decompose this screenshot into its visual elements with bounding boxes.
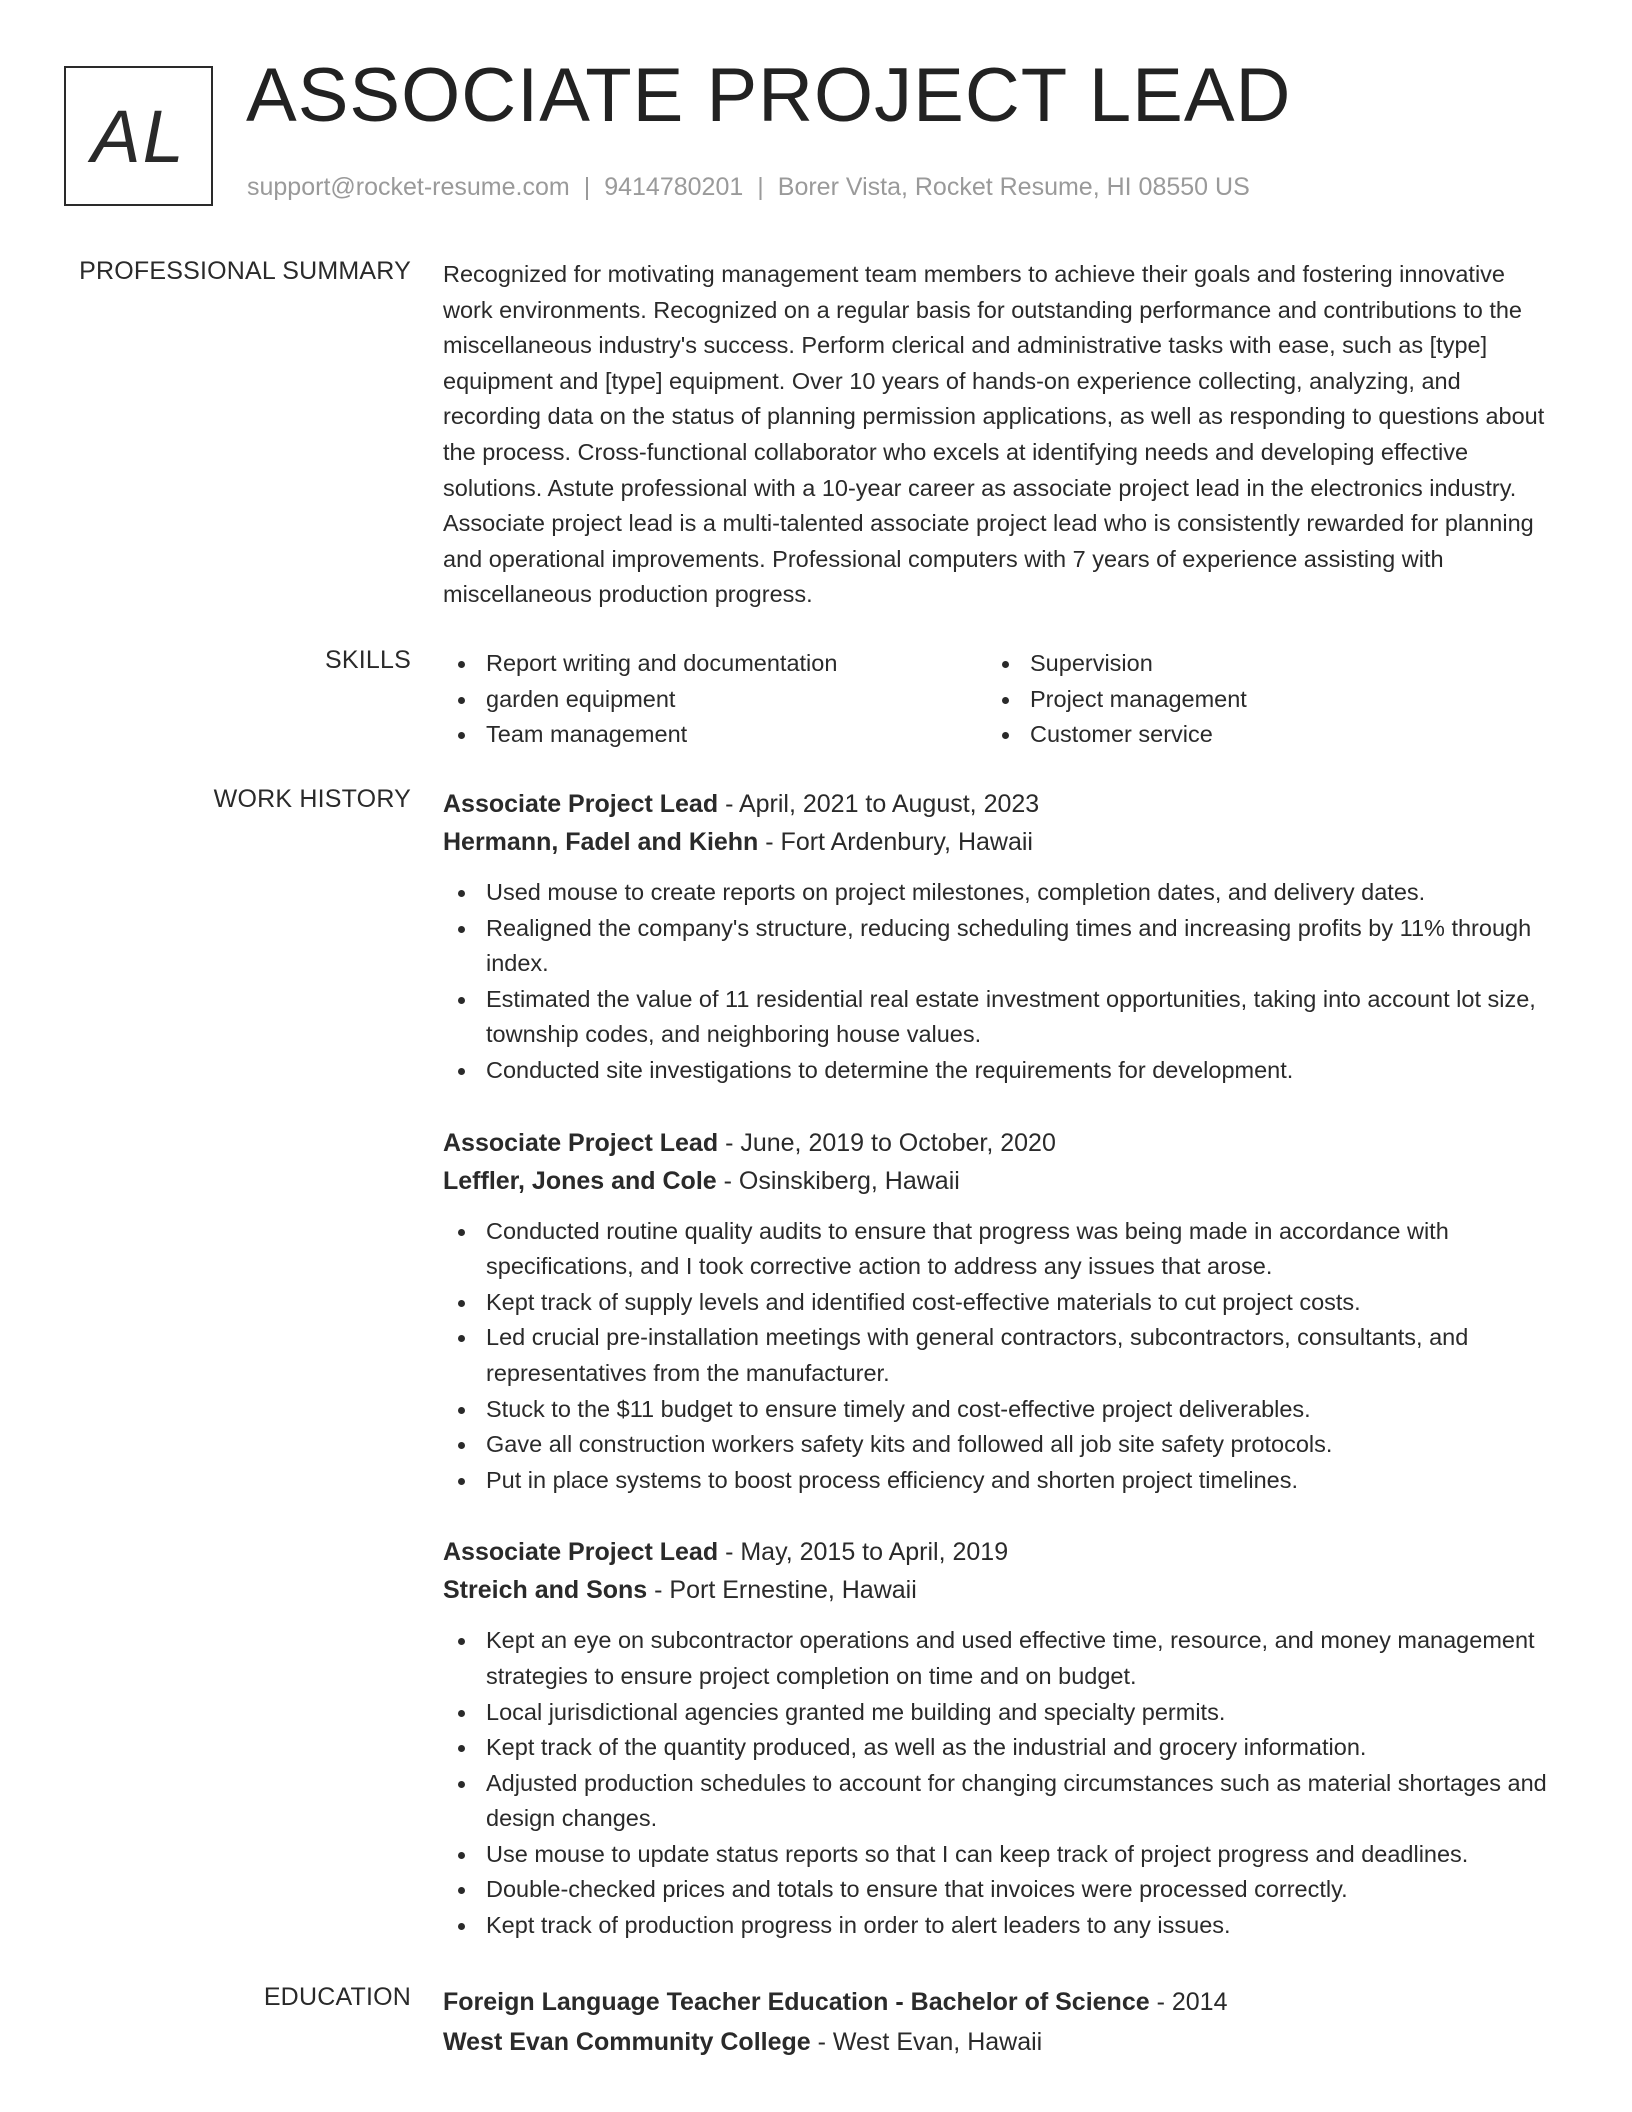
job-bullet: Kept track of the quantity produced, as well as the industrial and grocery information. (443, 1730, 1548, 1766)
job-dates: - June, 2019 to October, 2020 (718, 1128, 1056, 1157)
page-title: ASSOCIATE PROJECT LEAD (246, 53, 1292, 138)
education-location: - West Evan, Hawaii (810, 2028, 1043, 2056)
job-bullet: Led crucial pre-installation meetings with general contractors, subcontractors, consultants, and representatives from the manufacturer. (443, 1320, 1548, 1391)
job-dates: - April, 2021 to August, 2023 (718, 790, 1040, 818)
education-degree-line (443, 1983, 1548, 2021)
contact-phone: 9414780201 (604, 173, 744, 201)
job-dates: - May, 2015 to April, 2019 (718, 1538, 1009, 1567)
education-degree: Foreign Language Teacher Education - Bachelor of Science (443, 1988, 1150, 2016)
section-label-work-history: WORK HISTORY (213, 785, 411, 813)
education-school: West Evan Community College (443, 2028, 811, 2056)
work-history-content (443, 785, 1548, 1979)
section-label-summary: PROFESSIONAL SUMMARY (79, 257, 411, 285)
job-bullet: Use mouse to update status reports so that I can keep track of project progress and deadlines. (443, 1837, 1548, 1873)
skill-item: Report writing and documentation (443, 646, 987, 682)
contact-address: Borer Vista, Rocket Resume, HI 08550 US (777, 173, 1250, 201)
skill-item: Customer service (987, 717, 1247, 753)
skills-column-1 (443, 646, 987, 753)
job-company: Leffler, Jones and Cole (443, 1166, 717, 1195)
job-bullet: Double-checked prices and totals to ensure that invoices were processed correctly. (443, 1872, 1548, 1908)
job-location: - Port Ernestine, Hawaii (647, 1576, 917, 1605)
job-bullet: Stuck to the $11 budget to ensure timely and cost-effective project deliverables. (443, 1392, 1548, 1428)
job-bullets (443, 875, 1548, 1089)
job-location: - Osinskiberg, Hawaii (716, 1166, 960, 1195)
skill-item: Supervision (987, 646, 1247, 682)
job-company: Streich and Sons (443, 1576, 648, 1605)
job-entry (443, 785, 1548, 1089)
job-title: Associate Project Lead (443, 1538, 719, 1567)
initials: AL (91, 94, 186, 178)
section-label-skills: SKILLS (325, 646, 411, 674)
job-bullet: Adjusted production schedules to account for changing circumstances such as material shortages and design changes. (443, 1766, 1548, 1837)
job-title-line (443, 1533, 1548, 1571)
job-bullet: Conducted site investigations to determine the requirements for development. (443, 1053, 1548, 1089)
job-bullet: Local jurisdictional agencies granted me building and specialty permits. (443, 1695, 1548, 1731)
job-title: Associate Project Lead (443, 790, 719, 818)
summary-content (443, 257, 1548, 613)
summary-text: Recognized for motivating management team members to achieve their goals and fostering innovative work environments. Recognized on a regular basis for outstanding performance and contributions to the miscellaneous industry's success. Perform clerical and administrative tasks with ease, such as [type] equipment and [type] equipment. Over 10 years of hands-on experience collecting, analyzing, and recording data on the status of planning permission applications, as well as responding to questions about the process. Cross-functional collaborator who excels at identifying needs and developing effective solutions. Astute professional with a 10-year career as associate project lead in the electronics industry. Associate project lead is a multi-talented associate project lead who is consistently rewarded for planning and operational improvements. Professional computers with 7 years of experience assisting with miscellaneous production progress. (443, 261, 1545, 608)
education-school-line (443, 2023, 1548, 2061)
skill-item: garden equipment (443, 682, 987, 718)
job-bullet: Kept track of production progress in order to alert leaders to any issues. (443, 1908, 1548, 1944)
skill-item: Project management (987, 682, 1247, 718)
job-bullet: Gave all construction workers safety kits and followed all job site safety protocols. (443, 1427, 1548, 1463)
job-title: Associate Project Lead (443, 1128, 719, 1157)
job-company: Hermann, Fadel and Kiehn (443, 828, 759, 856)
job-bullet: Realigned the company's structure, reducing scheduling times and increasing profits by 11% through index. (443, 911, 1548, 982)
job-bullet: Used mouse to create reports on project milestones, completion dates, and delivery dates. (443, 875, 1548, 911)
job-title-line (443, 785, 1548, 823)
job-bullet: Kept an eye on subcontractor operations and used effective time, resource, and money management strategies to ensure project completion on time and on budget. (443, 1623, 1548, 1694)
education-content (443, 1983, 1548, 2061)
job-bullet: Put in place systems to boost process efficiency and shorten project timelines. (443, 1463, 1548, 1499)
job-title-line (443, 1124, 1548, 1162)
job-company-line (443, 1162, 1548, 1200)
monogram-badge (64, 66, 213, 206)
job-bullets (443, 1623, 1548, 1943)
job-location: - Fort Ardenbury, Hawaii (758, 828, 1033, 856)
contact-line (247, 173, 1250, 202)
job-bullet: Conducted routine quality audits to ensure that progress was being made in accordance with specifications, and I took corrective action to address any issues that arose. (443, 1214, 1548, 1285)
education-year: - 2014 (1149, 1988, 1228, 2016)
skills-column-2 (987, 646, 1247, 753)
skills-list (443, 646, 1548, 753)
job-bullets (443, 1214, 1548, 1499)
job-bullet: Estimated the value of 11 residential real estate investment opportunities, taking into account lot size, township codes, and neighboring house values. (443, 982, 1548, 1053)
job-entry (443, 1533, 1548, 1943)
contact-separator: | (757, 173, 764, 201)
contact-separator: | (583, 173, 591, 201)
job-company-line (443, 1571, 1548, 1609)
job-company-line (443, 823, 1548, 861)
section-label-education: EDUCATION (263, 1983, 411, 2011)
contact-email: support@rocket-resume.com (247, 173, 570, 201)
skill-item: Team management (443, 717, 987, 753)
job-entry (443, 1124, 1548, 1499)
job-bullet: Kept track of supply levels and identified cost-effective materials to cut project costs. (443, 1285, 1548, 1321)
